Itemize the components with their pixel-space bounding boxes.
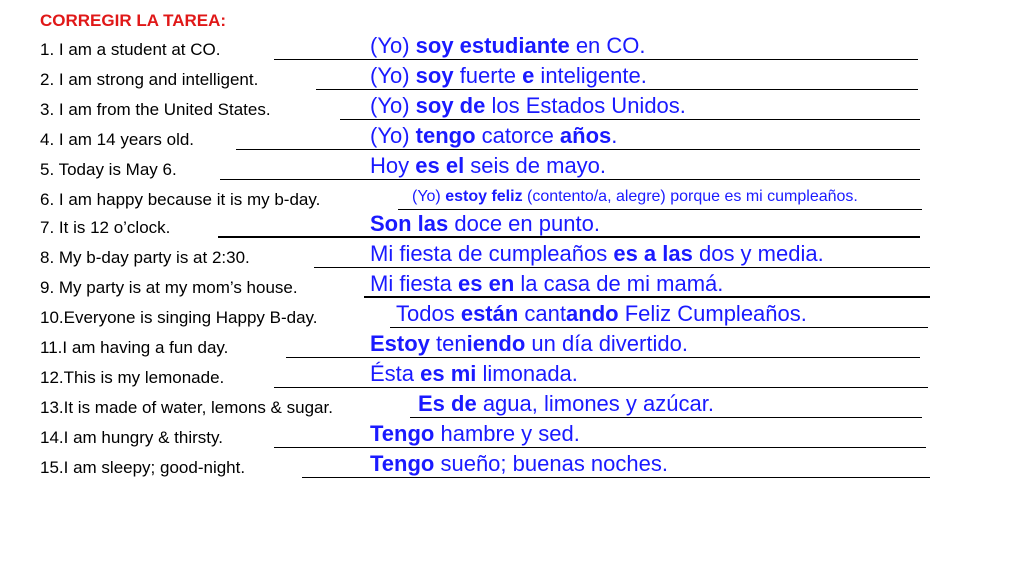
exercise-row <box>40 123 940 152</box>
answer-text-segment: sueño; buenas noches. <box>434 451 668 476</box>
exercise-answer <box>370 242 824 266</box>
answer-blank-line <box>236 149 920 150</box>
answer-key-segment: estoy feliz <box>445 188 523 205</box>
answer-text-segment: fuerte <box>453 63 523 88</box>
answer-blank-line <box>390 327 928 328</box>
exercise-prompt: 14.I am hungry & thirsty. <box>40 428 223 447</box>
exercise-answer <box>370 362 578 386</box>
answer-key-segment: e <box>522 63 535 88</box>
exercise-answer <box>412 188 858 206</box>
answer-blank-line <box>218 236 920 238</box>
answer-key-segment: están <box>460 301 519 326</box>
exercise-row <box>40 241 940 270</box>
exercise-prompt: 8. My b-day party is at 2:30. <box>40 248 250 267</box>
answer-text-segment: (Yo) <box>370 123 416 148</box>
exercise-answer <box>418 392 714 416</box>
worksheet-title: CORREGIR LA TAREA: <box>40 11 227 30</box>
answer-key-segment: tengo <box>415 123 476 148</box>
answer-text-segment: (Yo) <box>370 63 416 88</box>
answer-blank-line <box>364 296 930 298</box>
exercise-row <box>40 331 940 360</box>
answer-text-segment: (Yo) <box>370 33 416 58</box>
exercise-row <box>40 451 940 480</box>
exercise-row <box>40 301 940 330</box>
answer-text-segment: Mi fiesta de cumpleaños <box>370 241 614 266</box>
answer-blank-line <box>274 59 918 60</box>
exercise-prompt: 6. I am happy because it is my b-day. <box>40 190 321 209</box>
answer-key-segment: ando <box>566 301 619 326</box>
answer-text-segment: agua, limones y azúcar. <box>476 391 714 416</box>
exercise-row <box>40 391 940 420</box>
answer-text-segment: un día divertido. <box>525 331 688 356</box>
exercise-prompt: 4. I am 14 years old. <box>40 130 195 149</box>
answer-text-segment: doce en punto. <box>448 211 600 236</box>
answer-text-segment: Hoy <box>370 153 416 178</box>
answer-blank-line <box>286 357 920 358</box>
answer-text-segment: catorce <box>475 123 560 148</box>
answer-key-segment: soy estudiante <box>415 33 570 58</box>
exercise-row <box>40 421 940 450</box>
exercise-prompt: 5. Today is May 6. <box>40 160 177 179</box>
exercise-prompt: 12.This is my lemonade. <box>40 368 225 387</box>
answer-blank-line <box>274 447 926 448</box>
exercise-prompt: 11.I am having a fun day. <box>40 338 229 357</box>
exercise-answer <box>370 64 647 88</box>
exercise-prompt: 2. I am strong and intelligent. <box>40 70 259 89</box>
answer-blank-line <box>220 179 920 180</box>
answer-key-segment: soy <box>415 63 454 88</box>
exercise-row <box>40 271 940 300</box>
exercise-answer <box>370 94 686 118</box>
answer-blank-line <box>302 477 930 478</box>
exercise-row <box>40 211 940 240</box>
exercise-answer <box>370 212 600 236</box>
answer-text-segment: seis de mayo. <box>464 153 607 178</box>
answer-text-segment: cant <box>518 301 567 326</box>
answer-blank-line <box>410 417 922 418</box>
answer-text-segment: Ésta <box>370 361 421 386</box>
answer-text-segment: limonada. <box>476 361 578 386</box>
answer-key-segment: soy de <box>415 93 486 118</box>
answer-text-segment: en CO. <box>569 33 646 58</box>
answer-text-segment: la casa de mi mamá. <box>514 271 724 296</box>
exercise-answer <box>370 272 723 296</box>
answer-text-segment: . <box>611 123 618 148</box>
answer-key-segment: Tengo <box>370 421 435 446</box>
answer-text-segment: (Yo) <box>370 93 416 118</box>
exercise-prompt: 7. It is 12 o’clock. <box>40 218 171 237</box>
exercise-answer <box>370 422 580 446</box>
answer-text-segment: dos y media. <box>692 241 824 266</box>
answer-key-segment: Es de <box>418 391 477 416</box>
answer-text-segment: los Estados Unidos. <box>485 93 686 118</box>
exercise-prompt: 1. I am a student at CO. <box>40 40 221 59</box>
answer-text-segment: inteligente. <box>534 63 647 88</box>
answer-key-segment: iendo <box>466 331 526 356</box>
answer-key-segment: es mi <box>420 361 477 386</box>
exercise-answer <box>396 302 807 326</box>
answer-key-segment: es a las <box>613 241 693 266</box>
exercise-prompt: 3. I am from the United States. <box>40 100 271 119</box>
exercise-row <box>40 33 940 62</box>
exercise-answer <box>370 452 668 476</box>
answer-text-segment: (contento/a, alegre) porque es mi cumpleaños. <box>522 188 858 205</box>
answer-key-segment: es en <box>458 271 515 296</box>
exercise-row <box>40 63 940 92</box>
answer-key-segment: Estoy <box>370 331 430 356</box>
answer-text-segment: (Yo) <box>412 188 446 205</box>
answer-blank-line <box>340 119 920 120</box>
answer-blank-line <box>316 89 918 90</box>
exercise-answer <box>370 332 688 356</box>
answer-key-segment: Son las <box>370 211 449 236</box>
answer-key-segment: Tengo <box>370 451 435 476</box>
exercise-prompt: 9. My party is at my mom’s house. <box>40 278 298 297</box>
answer-text-segment: hambre y sed. <box>434 421 580 446</box>
answer-text-segment: Mi fiesta <box>370 271 459 296</box>
answer-blank-line <box>314 267 930 268</box>
exercise-prompt: 15.I am sleepy; good-night. <box>40 458 246 477</box>
answer-text-segment: Todos <box>396 301 461 326</box>
answer-blank-line <box>398 209 922 210</box>
answer-text-segment: Feliz Cumpleaños. <box>618 301 807 326</box>
exercise-prompt: 10.Everyone is singing Happy B-day. <box>40 308 318 327</box>
answer-key-segment: años <box>559 123 612 148</box>
exercise-answer <box>370 34 646 58</box>
exercise-row <box>40 361 940 390</box>
exercise-prompt: 13.It is made of water, lemons & sugar. <box>40 398 333 417</box>
exercise-answer <box>370 124 617 148</box>
answer-key-segment: es el <box>415 153 465 178</box>
exercise-row <box>40 93 940 122</box>
exercise-row <box>40 186 940 212</box>
exercise-answer <box>370 154 606 178</box>
exercise-row <box>40 153 940 182</box>
answer-blank-line <box>274 387 928 388</box>
answer-text-segment: ten <box>429 331 467 356</box>
